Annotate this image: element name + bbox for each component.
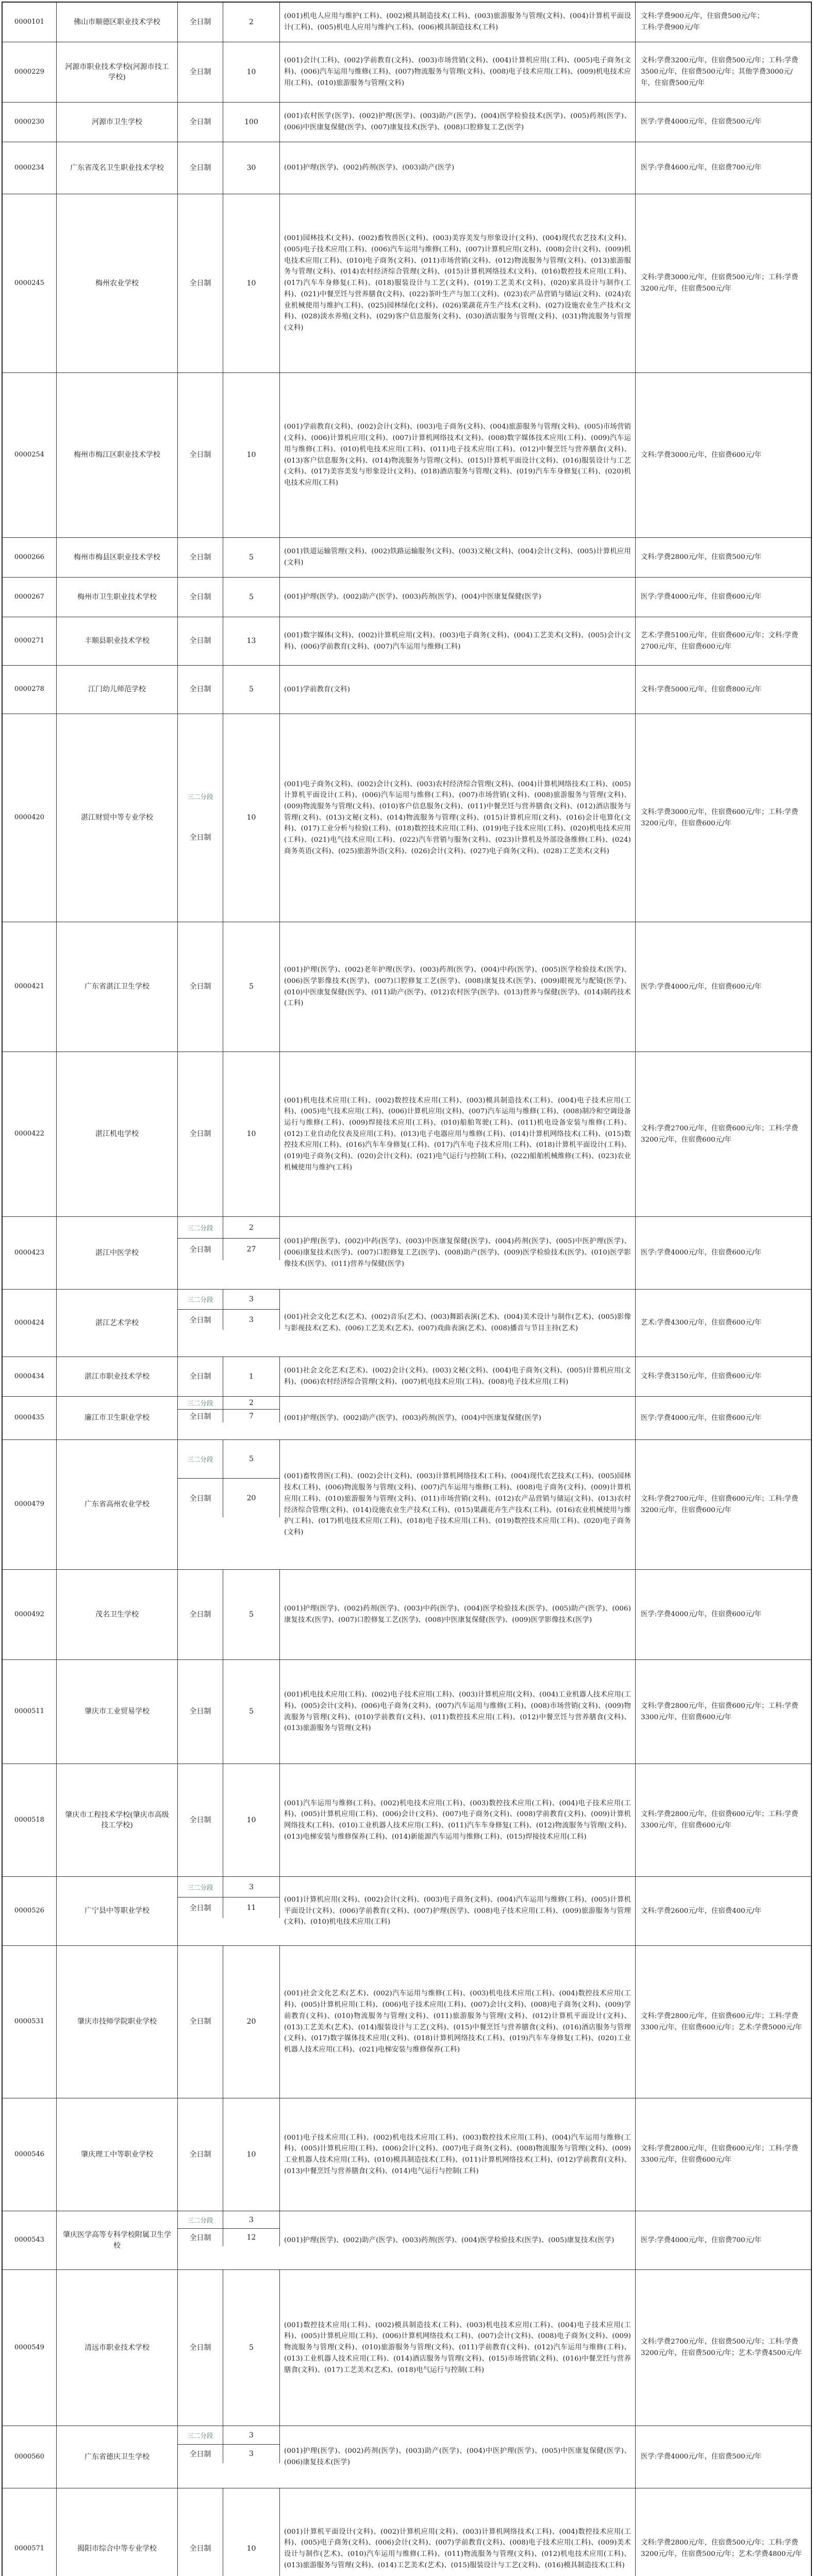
fee-cell: 文科:学费3000元/年，住宿费600元/年；工科:学费3200元/年，住宿费600元/年	[641, 808, 799, 827]
table-row	[3, 1397, 811, 1440]
majors-cell: (001)护理(医学)、(002)药剂(医学)、(003)助产(医学)、(004)中医护理(医学)、(005)中医康复保健(医学)、(006)康复技术(医学)	[280, 2426, 636, 2488]
fee-cell: 医学:学费4000元/年，住宿费600元/年	[641, 593, 761, 601]
quota-cell: 1	[223, 1357, 280, 1396]
fee-cell: 文科:学费2700元/年，住宿费600元/年；工科:学费3200元/年，住宿费600元/年	[641, 1124, 799, 1144]
table-row	[3, 1660, 811, 1764]
quota-cell: 10	[223, 2098, 280, 2211]
school-name-cell: 湛江财贸中等专业学校	[57, 714, 178, 922]
school-name-cell: 梅州市梅县区职业技术学校	[57, 538, 178, 577]
majors-cell: (001)农村医学(医学)、(002)护理(医学)、(003)助产(医学)、(004)医学检验技术(医学)、(005)药剂(医学)、(006)中医康复保健(医学)、(007)康复技术(医学)、(008)口腔修复工艺(医学)	[280, 103, 636, 142]
school-code-cell: 0000271	[3, 617, 57, 665]
school-name-cell: 湛江艺术学校	[57, 1290, 178, 1357]
split-mode-line	[178, 1440, 280, 1479]
quota-cell: 11	[223, 1897, 280, 1918]
fee-cell: 医学:学费4000元/年，住宿费500元/年	[641, 2453, 761, 2461]
study-mode-cell: 三二分段	[178, 1877, 223, 1897]
split-mode-group	[178, 2211, 280, 2269]
quota-cell: 10	[223, 42, 280, 102]
study-mode-cell: 全日制	[178, 103, 223, 142]
majors-cell: (001)社会文化艺术(艺术)、(002)会计(文科)、(003)文秘(文科)、(004)电子商务(文科)、(005)计算机应用(文科)、(006)农村经济综合管理(文科)、(007)机电技术应用(工科)、(008)电子技术应用(工科)	[280, 1357, 636, 1396]
table-row	[3, 2270, 811, 2426]
split-mode-line	[178, 1310, 280, 1330]
majors-cell: (001)数字媒体(文科)、(002)计算机应用(文科)、(003)电子商务(文科)、(004)工艺美术(文科)、(005)会计(文科)、(006)学前教育(文科)、(007)汽车运用与维修(工科)	[280, 617, 636, 665]
school-code-cell: 0000492	[3, 1570, 57, 1659]
majors-cell: (001)会计(工科)、(002)学前教育(文科)、(003)市场营销(文科)、(004)计算机应用(工科)、(005)电子商务(文科)、(006)汽车运用与维修(工科)、(007)物流服务与管理(文科)、(008)电子技术应用(工科)、(009)机电技术应用(工科)、(010)旅游服务与管理(文科)	[280, 42, 636, 102]
school-code-cell: 0000230	[3, 103, 57, 142]
table-row	[3, 578, 811, 617]
table-row	[3, 617, 811, 666]
school-code-cell: 0000434	[3, 1357, 57, 1396]
table-row	[3, 2426, 811, 2488]
study-mode-cell: 三二分段	[178, 2426, 223, 2444]
school-code-cell: 0000229	[3, 42, 57, 102]
quota-cell: 5	[223, 538, 280, 577]
school-code-cell: 0000422	[3, 1052, 57, 1216]
table-row	[3, 103, 811, 142]
table-row	[3, 1764, 811, 1877]
table-row	[3, 1052, 811, 1217]
study-mode-cell: 全日制	[178, 1897, 223, 1918]
majors-cell: (001)护理(医学)、(002)老年护理(医学)、(003)药剂(医学)、(004)中药(医学)、(005)医学检验技术(医学)、(006)医学影像技术(医学)、(007)口腔修复工艺(医学)、(008)康复技术(医学)、(009)眼视光与配镜(医学)、(010)中医康复保健(医学)、(011)助产(医学)、(012)农村医学(医学)、(013)营养与保健(医学)、(014)制药技术(工科)	[280, 922, 636, 1052]
study-mode-cell: 三二分段	[178, 2211, 223, 2228]
split-mode-line	[178, 2445, 280, 2463]
fee-cell: 文科:学费2800元/年，住宿费500元/年；工科:学费3200元/年，住宿费500元/年；艺术:学费4800元/年	[641, 2539, 802, 2558]
table-row	[3, 1290, 811, 1357]
school-name-cell: 肇庆市工业贸易学校	[57, 1660, 178, 1764]
fee-cell: 文科:学费3200元/年，住宿费500元/年；工科:学费3500元/年，住宿费500元/年；其他学费3000元/年，住宿费500元/年	[641, 57, 799, 87]
split-mode-line	[178, 1239, 280, 1260]
majors-cell: (001)社会文化艺术(艺术)、(002)音乐(艺术)、(003)舞蹈表演(艺术)、(004)美术设计与制作(艺术)、(005)影像与影视技术(艺术)、(006)工艺美术(艺术)、(007)戏曲表演(艺术)、(008)播音与节目主持(艺术)	[280, 1290, 636, 1357]
study-mode-cell: 全日制	[178, 2229, 223, 2246]
school-code-cell: 0000435	[3, 1397, 57, 1439]
study-mode-cell: 全日制	[178, 2488, 223, 2576]
majors-cell: (001)护理(医学)、(002)助产(医学)、(003)药剂(医学)、(004)医学检验技术(医学)、(005)康复技术(医学)	[280, 2211, 636, 2269]
school-name-cell: 梅州市梅江区职业技术学校	[57, 373, 178, 537]
fee-cell: 文科:学费3000元/年，住宿费600元/年	[641, 451, 761, 459]
fee-cell: 文科:学费2600元/年，住宿费400元/年	[641, 1907, 761, 1915]
quota-cell: 5	[223, 578, 280, 617]
quota-cell: 5	[223, 2270, 280, 2426]
split-mode-line	[178, 2229, 280, 2246]
school-code-cell: 0000531	[3, 1946, 57, 2098]
study-mode-cell: 全日制	[178, 42, 223, 102]
school-name-cell: 肇庆市技师学院职业学校	[57, 1946, 178, 2098]
school-name-cell: 梅州农业学校	[57, 194, 178, 372]
school-code-cell: 0000424	[3, 1290, 57, 1357]
pre-mode-label: 三二分段	[187, 793, 213, 801]
school-name-cell: 广东省湛江卫生学校	[57, 922, 178, 1052]
study-mode-label: 全日制	[189, 834, 211, 842]
quota-cell: 2	[223, 1397, 280, 1409]
study-mode-cell: 全日制	[178, 373, 223, 537]
split-mode-line	[178, 1410, 280, 1422]
study-mode-cell: 全日制	[178, 1357, 223, 1396]
split-mode-line	[178, 1897, 280, 1918]
school-code-cell: 0000420	[3, 714, 57, 922]
quota-cell: 10	[223, 714, 280, 922]
school-name-cell: 茂名卫生学校	[57, 1570, 178, 1659]
fee-cell: 文科:学费2700元/年，住宿费500元/年；工科:学费3200元/年，住宿费500元/年；艺术:学费4500元/年	[641, 2338, 802, 2357]
school-name-cell: 河源市卫生学校	[57, 103, 178, 142]
school-code-cell: 0000266	[3, 538, 57, 577]
table-row	[3, 373, 811, 538]
split-mode-group	[178, 1217, 280, 1289]
quota-cell: 100	[223, 103, 280, 142]
quota-cell: 5	[223, 1570, 280, 1659]
majors-cell: (001)机电技术应用(工科)、(002)数控技术应用(工科)、(003)模具制造技术(工科)、(004)电子技术应用(工科)、(005)电气技术应用(工科)、(006)计算机应用(文科)、(007)汽车运用与维修(工科)、(008)制冷和空调设备运行与维修(工科)、(009)焊接技术应用(工科)、(010)船舶驾驶(工科)、(011)机电设备安装与维修(工科)、(012)工业自动化仪表及应用(工科)、(013)电子电器应用与维修(工科)、(014)计算机网络技术(工科)、(015)数控技术应用(工科)、(016)汽车车身修复(工科)、(017)汽车电子技术应用(工科)、(018)计算机平面设计(工科)、(019)电子商务(文科)、(020)会计(文科)、(021)电气运行与控制(工科)、(022)船舶机械维修(工科)、(023)农业机械使用与维护(工科)	[280, 1052, 636, 1216]
majors-cell: (001)电子商务(文科)、(002)会计(文科)、(003)农村经济综合管理(文科)、(004)计算机网络技术(工科)、(005)计算机平面设计(工科)、(006)汽车运用与维修(工科)、(007)市场营销(文科)、(008)旅游服务与管理(文科)、(009)物流服务与管理(文科)、(010)客户信息服务(文科)、(011)中餐烹饪与营养膳食(文科)、(012)酒店服务与管理(文科)、(013)文秘(文科)、(014)物流服务与管理(文科)、(015)计算机应用(文科)、(016)会计电算化(文科)、(017)工业分析与检验(工科)、(018)数控技术应用(工科)、(019)电子技术应用(工科)、(020)机电技术应用(工科)、(021)电气技术应用(工科)、(022)汽车营销与服务(文科)、(023)计算机及外部设备维修(工科)、(024)商务英语(文科)、(025)旅游外语(文科)、(026)会计(文科)、(027)电子商务(文科)、(028)工艺美术(文科)	[280, 714, 636, 922]
fee-cell: 艺术:学费4300元/年，住宿费600元/年	[641, 1319, 761, 1327]
split-mode-line	[178, 1217, 280, 1239]
quota-cell: 3	[223, 2211, 280, 2228]
fee-cell: 医学:学费4000元/年，住宿费700元/年	[641, 2236, 761, 2244]
study-mode-cell: 全日制	[178, 1310, 223, 1330]
school-name-cell: 湛江机电学校	[57, 1052, 178, 1216]
school-code-cell: 0000518	[3, 1764, 57, 1876]
fee-cell: 文科:学费2800元/年，住宿费500元/年	[641, 553, 761, 562]
study-mode-cell: 全日制	[178, 1410, 223, 1422]
quota-cell: 2	[223, 1217, 280, 1238]
quota-cell: 27	[223, 1239, 280, 1260]
school-name-cell: 梅州市卫生职业技术学校	[57, 578, 178, 617]
study-mode-cell: 全日制	[178, 2445, 223, 2463]
school-name-cell: 广东省高州农业学校	[57, 1440, 178, 1569]
quota-cell: 13	[223, 617, 280, 665]
majors-cell: (001)护理(医学)、(002)中药(医学)、(003)中医康复保健(医学)、(004)药剂(医学)、(005)中医护理(医学)、(006)康复技术(医学)、(007)口腔修复工艺(医学)、(008)助产(医学)、(009)医学检验技术(医学)、(010)医学影像技术(医学)、(011)营养与保健(医学)	[280, 1217, 636, 1289]
table-row	[3, 1946, 811, 2098]
quota-cell: 10	[223, 2488, 280, 2576]
school-name-cell: 湛江市职业技术学校	[57, 1357, 178, 1396]
majors-cell: (001)畜牧兽医(工科)、(002)会计(文科)、(003)计算机网络技术(工科)、(004)现代农艺技术(工科)、(005)园林技术(工科)、(006)物流服务与管理(文科)、(007)汽车运用与维修(工科)、(008)电子商务(文科)、(009)计算机应用(工科)、(010)旅游服务与管理(文科)、(011)市场营销(文科)、(012)农产品营销与储运(文科)、(013)农村经济综合管理(文科)、(014)设施农业生产技术(工科)、(015)果蔬花卉生产技术(工科)、(016)农业机械使用与维护(工科)、(017)机电技术应用(工科)、(018)电子技术应用(工科)、(019)数控技术应用(工科)、(020)电子商务(文科)	[280, 1440, 636, 1569]
school-code-cell: 0000234	[3, 142, 57, 194]
table-row	[3, 714, 811, 922]
school-code-cell: 0000543	[3, 2211, 57, 2269]
school-name-cell: 佛山市顺德区职业技术学校	[57, 3, 178, 42]
study-mode-cell: 全日制	[178, 922, 223, 1052]
school-name-cell: 清远市职业技术学校	[57, 2270, 178, 2426]
school-name-cell: 揭阳市综合中等专业学校	[57, 2488, 178, 2576]
school-name-cell: 肇庆医学高等专科学校附属卫生学校	[57, 2211, 178, 2269]
table-row	[3, 42, 811, 103]
school-name-cell: 肇庆理工中等职业学校	[57, 2098, 178, 2211]
table-row	[3, 1570, 811, 1660]
majors-cell: (001)计算机平面设计(文科)、(002)计算机应用(文科)、(003)计算机网络技术(工科)、(004)数控技术应用(工科)、(005)电子商务(文科)、(006)会计(文科)、(007)学前教育(文科)、(008)电子技术应用(工科)、(009)美术设计与制作(艺术)、(010)汽车运用与维修(工科)、(011)物流服务与管理(文科)、(012)机电技术应用(工科)、(013)旅游服务与管理(文科)、(014)工艺美术(艺术)、(015)服装设计与工艺(文科)、(016)模具制造技术(工科)	[280, 2488, 636, 2576]
school-code-cell: 0000421	[3, 922, 57, 1052]
study-mode-cell: 全日制	[178, 666, 223, 714]
fee-cell: 文科:学费3150元/年，住宿费600元/年	[641, 1372, 761, 1381]
fee-cell: 医学:学费4000元/年，住宿费500元/年	[641, 118, 761, 126]
fee-cell: 文科:学费2800元/年，住宿费600元/年；工科:学费3300元/年，住宿费600元/年	[641, 2145, 799, 2164]
majors-cell: (001)护理(医学)、(002)助产(医学)、(003)药剂(医学)、(004)中医康复保健(医学)	[280, 578, 636, 617]
school-name-cell: 廉江市卫生职业学校	[57, 1397, 178, 1439]
table-row	[3, 194, 811, 373]
quota-cell: 5	[223, 1440, 280, 1478]
fee-cell: 文科:学费2700元/年，住宿费600元/年；工科:学费3200元/年，住宿费600元/年	[641, 1495, 799, 1514]
quota-cell: 3	[223, 2426, 280, 2444]
school-code-cell: 0000423	[3, 1217, 57, 1289]
quota-cell: 10	[223, 194, 280, 372]
table-row	[3, 2488, 811, 2576]
school-name-cell: 江门幼儿师范学校	[57, 666, 178, 714]
school-code-cell: 0000560	[3, 2426, 57, 2488]
majors-cell: (001)护理(医学)、(002)药剂(医学)、(003)中药(医学)、(004)医学检验技术(医学)、(005)助产(医学)、(006)康复技术(医学)、(007)口腔修复工艺(医学)、(008)中医康复保健(医学)、(009)医学影像技术(医学)	[280, 1570, 636, 1659]
study-mode-cell: 全日制	[178, 1764, 223, 1876]
quota-cell: 10	[223, 373, 280, 537]
study-mode-cell: 全日制	[178, 578, 223, 617]
quota-cell: 5	[223, 1660, 280, 1764]
split-mode-line	[178, 1397, 280, 1410]
school-code-cell: 0000526	[3, 1877, 57, 1945]
majors-cell: (001)机电技术应用(工科)、(002)电子技术应用(工科)、(003)计算机应用(文科)、(004)工业机器人技术应用(工科)、(005)会计(文科)、(006)电子商务(文科)、(007)汽车运用与维修(工科)、(008)市场营销(文科)、(009)物流服务与管理(文科)、(010)学前教育(文科)、(011)数控技术应用(工科)、(012)中餐烹饪与营养膳食(文科)、(013)旅游服务与管理(文科)	[280, 1660, 636, 1764]
fee-cell: 文科:学费2800元/年，住宿费600元/年；工科:学费3300元/年，住宿费600元/年；艺术:学费5000元/年	[641, 2012, 802, 2031]
quota-cell: 3	[223, 1310, 280, 1330]
split-mode-group	[178, 1440, 280, 1569]
school-code-cell: 0000511	[3, 1660, 57, 1764]
table-row	[3, 142, 811, 194]
quota-cell: 12	[223, 2229, 280, 2246]
study-mode-cell: 全日制	[178, 1660, 223, 1764]
table-row	[3, 922, 811, 1052]
study-mode-cell: 三二分段	[178, 1397, 223, 1409]
study-mode-cell	[178, 714, 223, 922]
school-name-cell: 广宁县中等职业学校	[57, 1877, 178, 1945]
majors-cell: (001)学前教育(文科)、(002)会计(文科)、(003)电子商务(文科)、(004)旅游服务与管理(文科)、(005)市场营销(文科)、(006)计算机应用(文科)、(007)计算机网络技术(文科)、(008)数字媒体技术应用(工科)、(009)汽车运用与维修(工科)、(010)机电技术应用(工科)、(011)电子技术应用(工科)、(012)中餐烹饪与营养膳食(文科)、(013)客户信息服务(文科)、(014)物流服务与管理(文科)、(015)计算机平面设计(文科)、(016)服装设计与工艺(文科)、(017)美容美发与形象设计(文科)、(018)酒店服务与管理(文科)、(019)汽车车身修复(工科)、(020)机电技术应用(工科)	[280, 373, 636, 537]
fee-cell: 文科:学费2800元/年，住宿费600元/年；工科:学费3300元/年，住宿费600元/年	[641, 1810, 799, 1829]
majors-cell: (001)学前教育(文科)	[280, 666, 636, 714]
table-row	[3, 3, 811, 42]
quota-cell: 3	[223, 2445, 280, 2463]
study-mode-cell: 全日制	[178, 3, 223, 42]
school-code-cell: 0000549	[3, 2270, 57, 2426]
study-mode-cell: 三二分段	[178, 1290, 223, 1309]
study-mode-cell: 全日制	[178, 2270, 223, 2426]
study-mode-cell: 全日制	[178, 1052, 223, 1216]
fee-cell: 文科:学费5000元/年，住宿费800元/年	[641, 685, 761, 693]
split-mode-group	[178, 1290, 280, 1357]
study-mode-cell: 全日制	[178, 1570, 223, 1659]
school-name-cell: 河源市职业技术学校(河源市技工学校)	[57, 42, 178, 102]
table-row	[3, 538, 811, 578]
table-row	[3, 1877, 811, 1946]
split-mode-line	[178, 2426, 280, 2445]
fee-cell: 医学:学费4000元/年，住宿费600元/年	[641, 1249, 761, 1257]
split-mode-group	[178, 1877, 280, 1945]
school-code-cell: 0000546	[3, 2098, 57, 2211]
split-mode-line	[178, 2211, 280, 2229]
study-mode-cell: 全日制	[178, 538, 223, 577]
fee-cell: 文科:学费2800元/年，住宿费600元/年；工科:学费3300元/年，住宿费600元/年	[641, 1702, 799, 1721]
majors-cell: (001)护理(医学)、(002)药剂(医学)、(003)助产(医学)	[280, 142, 636, 194]
fee-cell: 文科:学费3000元/年，住宿费500元/年；工科:学费3200元/年，住宿费500元/年	[641, 274, 799, 293]
majors-cell: (001)电子技术应用(工科)、(002)机电技术应用(工科)、(003)数控技术应用(工科)、(004)汽车运用与维修(工科)、(005)计算机应用(工科)、(006)会计(文科)、(007)电子商务(文科)、(008)物流服务与管理(文科)、(009)工业机器人技术应用(工科)、(010)模具制造技术(工科)、(011)计算机网络技术(工科)、(012)学前教育(文科)、(013)中餐烹饪与营养膳食(文科)、(014)电气运行与控制(工科)	[280, 2098, 636, 2211]
split-mode-line	[178, 1877, 280, 1897]
school-name-cell: 广东省茂名卫生职业技术学校	[57, 142, 178, 194]
school-code-cell: 0000267	[3, 578, 57, 617]
fee-cell: 医学:学费4600元/年，住宿费700元/年	[641, 164, 761, 172]
split-mode-group	[178, 2426, 280, 2488]
table-row	[3, 2211, 811, 2270]
quota-cell: 10	[223, 1052, 280, 1216]
school-code-cell: 0000571	[3, 2488, 57, 2576]
study-mode-cell: 全日制	[178, 1239, 223, 1260]
school-code-cell: 0000254	[3, 373, 57, 537]
fee-cell: 艺术:学费5100元/年，住宿费600元/年；文科:学费2700元/年，住宿费600元/年	[641, 631, 799, 651]
quota-cell: 30	[223, 142, 280, 194]
school-code-cell: 0000479	[3, 1440, 57, 1569]
study-mode-cell: 全日制	[178, 617, 223, 665]
majors-cell: (001)机电人应用与维护(工科)、(002)模具制造技术(工科)、(003)旅游服务与管理(文科)、(004)计算机平面设计(工科)、(005)机电人应用与维护(工科)、(006)模具制造技术(工科)	[280, 3, 636, 42]
table-row	[3, 1440, 811, 1570]
split-mode-line	[178, 1290, 280, 1310]
school-code-cell: 0000278	[3, 666, 57, 714]
table-row	[3, 2098, 811, 2211]
study-mode-cell: 全日制	[178, 2098, 223, 2211]
quota-cell: 5	[223, 666, 280, 714]
enrollment-table	[2, 2, 812, 2576]
majors-cell: (001)计算机应用(文科)、(002)会计(文科)、(003)电子商务(文科)、(004)汽车运用与维修(工科)、(005)计算机平面设计(文科)、(006)学前教育(文科)、(007)护理(医学)、(008)电子技术应用(工科)、(009)旅游服务与管理(文科)、(010)机电技术应用(工科)	[280, 1877, 636, 1945]
split-mode-line	[178, 1479, 280, 1517]
majors-cell: (001)社会文化艺术(艺术)、(002)汽车运用与维修(工科)、(003)机电技术应用(工科)、(004)数控技术应用(工科)、(005)计算机应用(工科)、(006)电子技术应用(工科)、(007)会计(文科)、(008)电子商务(文科)、(009)学前教育(文科)、(010)物流服务与管理(文科)、(011)旅游服务与管理(文科)、(012)计算机平面设计(文科)、(013)工艺美术(艺术)、(014)服装设计与工艺(文科)、(015)中餐烹饪与营养膳食(文科)、(016)酒店服务与管理(文科)、(017)数字媒体技术应用(文科)、(018)计算机网络技术(工科)、(019)汽车车身修复(工科)、(020)工业机器人技术应用(工科)、(021)电梯安装与维修保养(工科)	[280, 1946, 636, 2098]
quota-cell: 3	[223, 1290, 280, 1309]
school-name-cell: 广东省德庆卫生学校	[57, 2426, 178, 2488]
study-mode-cell: 全日制	[178, 1946, 223, 2098]
quota-cell: 2	[223, 3, 280, 42]
fee-cell: 医学:学费4000元/年，住宿费600元/年	[641, 982, 761, 991]
table-row	[3, 666, 811, 714]
split-mode-group	[178, 1397, 280, 1439]
school-code-cell: 0000101	[3, 3, 57, 42]
table-row	[3, 1217, 811, 1290]
quota-cell: 5	[223, 922, 280, 1052]
quota-cell: 20	[223, 1479, 280, 1517]
study-mode-cell: 全日制	[178, 142, 223, 194]
quota-cell: 3	[223, 1877, 280, 1897]
quota-cell: 20	[223, 1946, 280, 2098]
fee-cell: 文科:学费900元/年，住宿费500元/年； 工科:学费900元/年	[641, 12, 802, 31]
majors-cell: (001)护理(医学)、(002)助产(医学)、(003)药剂(医学)、(004)中医康复保健(医学)	[280, 1397, 636, 1439]
school-name-cell: 湛江中医学校	[57, 1217, 178, 1289]
school-code-cell: 0000245	[3, 194, 57, 372]
majors-cell: (001)铁道运输管理(文科)、(002)铁路运输服务(文科)、(003)文秘(文科)、(004)会计(文科)、(005)计算机应用(文科)	[280, 538, 636, 577]
study-mode-cell: 全日制	[178, 1479, 223, 1517]
fee-cell: 医学:学费4000元/年，住宿费600元/年	[641, 1414, 761, 1422]
quota-cell: 7	[223, 1410, 280, 1422]
majors-cell: (001)园林技术(文科)、(002)畜牧兽医(文科)、(003)美容美发与形象设计(文科)、(004)现代农艺技术(文科)、(005)电子技术应用(工科)、(006)汽车运用与维修(工科)、(007)计算机应用(文科)、(008)会计(文科)、(009)机电技术应用(工科)、(010)电子商务(文科)、(011)市场营销(文科)、(012)物流服务与管理(文科)、(013)旅游服务与管理(文科)、(014)农村经济综合管理(文科)、(015)计算机网络技术(文科)、(016)数控技术应用(工科)、(017)汽车车身修复(工科)、(018)服装设计与工艺(文科)、(019)工艺美术(文科)、(020)家具设计与制作(工科)、(021)中餐烹饪与营养膳食(文科)、(022)茶叶生产与加工(文科)、(023)农产品营销与储运(文科)、(024)农业机械使用与维护(工科)、(025)园林绿化(文科)、(026)果蔬花卉生产技术(文科)、(027)设施农业生产技术(文科)、(028)淡水养殖(文科)、(029)客户信息服务(文科)、(030)酒店服务与管理(文科)、(031)物流服务与管理(文科)	[280, 194, 636, 372]
school-name-cell: 丰顺县职业技术学校	[57, 617, 178, 665]
table-row	[3, 1357, 811, 1397]
study-mode-cell: 三二分段	[178, 1440, 223, 1478]
majors-cell: (001)汽车运用与维修(工科)、(002)机电技术应用(工科)、(003)数控技术应用(工科)、(004)电子技术应用(工科)、(005)计算机应用(工科)、(006)会计(文科)、(007)电子商务(文科)、(008)学前教育(文科)、(009)计算机网络技术(工科)、(010)工业机器人技术应用(工科)、(011)汽车车身修复(工科)、(012)物流服务与管理(文科)、(013)电梯安装与维修保养(工科)、(014)新能源汽车运用与维修(工科)、(015)焊接技术应用(工科)	[280, 1764, 636, 1876]
quota-cell: 10	[223, 1764, 280, 1876]
fee-cell: 医学:学费4000元/年，住宿费600元/年	[641, 1611, 761, 1619]
majors-cell: (001)数控技术应用(工科)、(002)模具制造技术(工科)、(003)机电技术应用(工科)、(004)电子技术应用(工科)、(005)计算机应用(工科)、(006)计算机网络技术(工科)、(007)会计(文科)、(008)电子商务(文科)、(009)物流服务与管理(文科)、(010)旅游服务与管理(文科)、(011)学前教育(文科)、(012)汽车运用与维修(工科)、(013)工业机器人技术应用(工科)、(014)酒店服务与管理(文科)、(015)市场营销(文科)、(016)中餐烹饪与营养膳食(文科)、(017)工艺美术(艺术)、(018)电气运行与控制(工科)	[280, 2270, 636, 2426]
study-mode-cell: 三二分段	[178, 1217, 223, 1238]
study-mode-cell: 全日制	[178, 194, 223, 372]
school-name-cell: 肇庆市工程技术学校(肇庆市高级技工学校)	[57, 1764, 178, 1876]
